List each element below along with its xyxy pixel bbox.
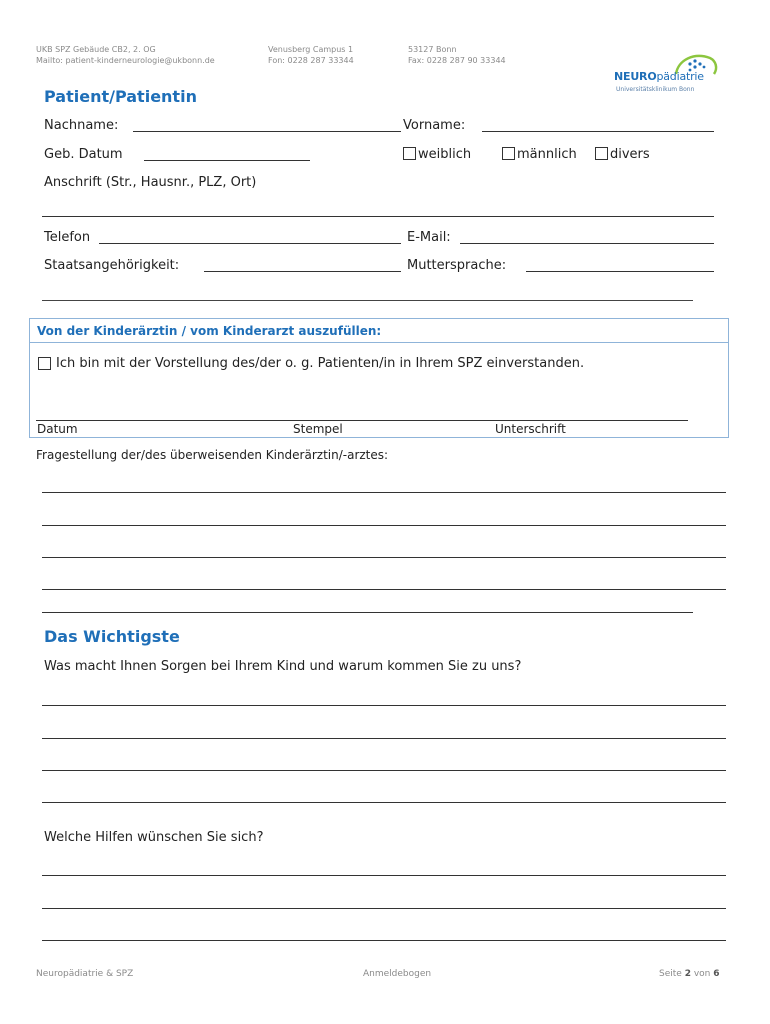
answer-line[interactable] [42,738,726,739]
question-sorgen: Was macht Ihnen Sorgen bei Ihrem Kind und warum kommen Sie zu uns? [44,659,522,674]
vorname-label: Vorname: [403,118,466,133]
stempel-label: Stempel [293,422,343,436]
consent-text: Ich bin mit der Vorstellung des/der o. g. Patienten/in in Ihrem SPZ einverstanden. [56,356,585,371]
geb-datum-field[interactable] [144,160,310,161]
section-heading-patient: Patient/Patientin [44,87,197,106]
header-line: 53127 Bonn [408,45,457,54]
vorname-field[interactable] [482,131,714,132]
footer-page-number [659,969,719,979]
logo-subtitle: Universitätsklinikum Bonn [616,86,695,93]
nachname-label: Nachname: [44,118,119,133]
anschrift-field[interactable] [42,216,714,217]
answer-line[interactable] [42,705,726,706]
referral-box-divider [30,342,728,343]
footer-left: Neuropädiatrie & SPZ [36,969,134,979]
logo-wordmark [614,70,704,83]
divers-label: divers [610,147,650,162]
fragestellung-line[interactable] [42,525,726,526]
header-city-block [408,44,506,66]
section-heading-wichtigste: Das Wichtigste [44,627,180,646]
logo [614,52,724,98]
maennlich-checkbox[interactable] [502,147,515,160]
header-address-block [36,44,215,66]
fragestellung-line[interactable] [42,492,726,493]
weiblich-checkbox[interactable] [403,147,416,160]
muttersprache-field[interactable] [526,271,714,272]
footer-page-prefix: Seite [659,969,685,979]
referral-box-title: Von der Kinderärztin / vom Kinderarzt auszufüllen: [37,324,382,338]
nachname-field[interactable] [133,131,401,132]
header-line: UKB SPZ Gebäude CB2, 2. OG [36,45,156,54]
referral-box [29,318,729,438]
fragestellung-line[interactable] [42,612,693,613]
footer-current-page: 2 [684,969,691,979]
answer-line[interactable] [42,770,726,771]
consent-checkbox[interactable] [38,357,51,370]
answer-line[interactable] [42,908,726,909]
signature-line[interactable] [36,420,688,421]
datum-label: Datum [37,422,78,436]
footer-page-mid: von [690,969,714,979]
header-phone: Fon: 0228 287 33344 [268,56,354,65]
logo-strong: NEURO [614,70,657,83]
answer-line[interactable] [42,802,726,803]
divers-checkbox[interactable] [595,147,608,160]
geb-datum-label: Geb. Datum [44,147,123,162]
fragestellung-line[interactable] [42,589,726,590]
unterschrift-label: Unterschrift [495,422,566,436]
email-field[interactable] [460,243,714,244]
staatsangehoerigkeit-label: Staatsangehörigkeit: [44,258,180,273]
fragestellung-label: Fragestellung der/des überweisenden Kinderärztin/-arztes: [36,448,389,462]
answer-line[interactable] [42,940,726,941]
email-label: E-Mail: [407,230,451,245]
header-campus-block [268,44,354,66]
staatsangehoerigkeit-field[interactable] [204,271,401,272]
question-hilfen: Welche Hilfen wünschen Sie sich? [44,830,264,845]
logo-light: pädiatrie [656,70,704,83]
header-line: Venusberg Campus 1 [268,45,354,54]
header-fax: Fax: 0228 287 90 33344 [408,56,506,65]
weiblich-label: weiblich [418,147,472,162]
anschrift-label: Anschrift (Str., Hausnr., PLZ, Ort) [44,175,257,190]
maennlich-label: männlich [517,147,577,162]
answer-line[interactable] [42,875,726,876]
telefon-field[interactable] [99,243,401,244]
header-email[interactable]: Mailto: patient-kinderneurologie@ukbonn.de [36,56,215,65]
telefon-label: Telefon [44,230,91,245]
fragestellung-line[interactable] [42,557,726,558]
section-divider [42,300,693,301]
footer-center: Anmeldebogen [363,969,432,979]
muttersprache-label: Muttersprache: [407,258,507,273]
footer-total-pages: 6 [713,969,720,979]
